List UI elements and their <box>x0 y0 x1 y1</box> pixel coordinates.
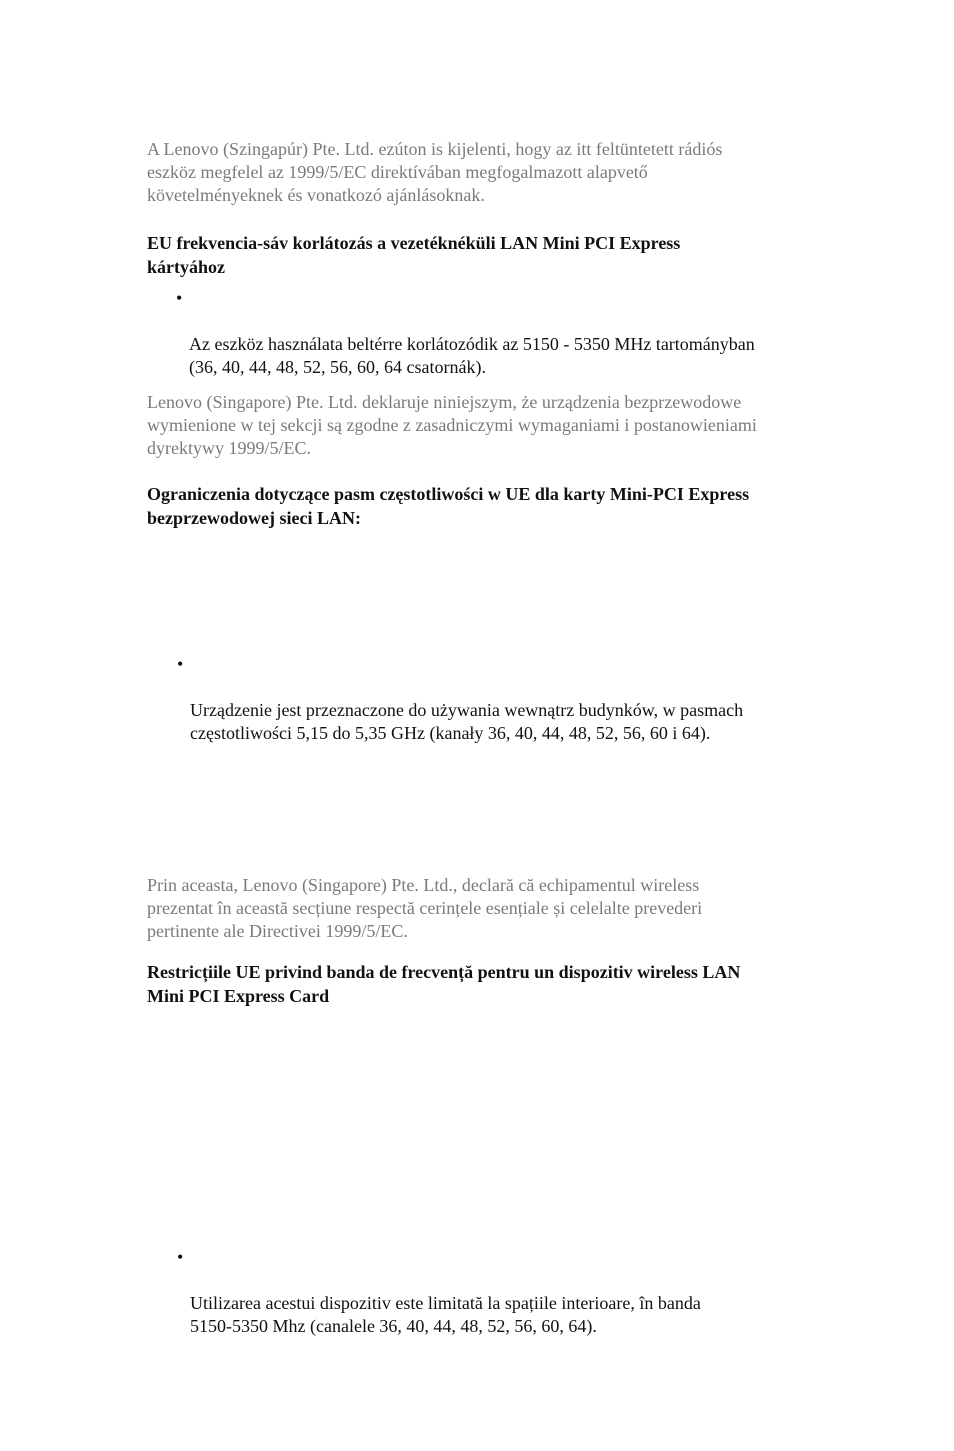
hungarian-heading: EU frekvencia-sáv korlátozás a vezetéknéküli LAN Mini PCI Express kártyához <box>147 233 681 277</box>
polish-declaration: Lenovo (Singapore) Pte. Ltd. deklaruje niniejszym, że urządzenia bezprzewodowe wymienione w tej sekcji są zgodne z zasadniczymi wymaganiami i postanowieniami dyrektywy 1999/5/EC. <box>147 392 757 458</box>
hungarian-bullet-item <box>176 287 866 402</box>
romanian-heading-block <box>147 960 867 1008</box>
polish-heading-block <box>147 482 867 530</box>
hungarian-section <box>147 138 867 207</box>
bullet-icon: • <box>176 288 183 308</box>
romanian-section <box>147 874 867 943</box>
bullet-icon: • <box>177 1247 184 1267</box>
romanian-bullet-text: Utilizarea acestui dispozitiv este limitată la spațiile interioare, în banda 5150-5350 Mhz (canalele 36, 40, 44, 48, 52, 56, 60, 64). <box>190 1293 701 1336</box>
hungarian-declaration: A Lenovo (Szingapúr) Pte. Ltd. ezúton is kijelenti, hogy az itt feltüntetett rádiós eszköz megfelel az 1999/5/EC direktívában megfogalmazott alapvető követelményeknek és vonatkozó ajánlásoknak. <box>147 139 723 205</box>
hungarian-heading-block <box>147 231 867 279</box>
polish-section <box>147 391 867 460</box>
bullet-icon: • <box>177 654 184 674</box>
hungarian-bullet-text: Az eszköz használata beltérre korlátozódik az 5150 - 5350 MHz tartományban (36, 40, 44, 48, 52, 56, 60, 64 csatornák). <box>189 334 755 377</box>
romanian-bullet-item <box>177 1246 867 1361</box>
polish-bullet-item <box>177 653 867 768</box>
romanian-heading: Restricțiile UE privind banda de frecvență pentru un dispozitiv wireless LAN Mini PCI Express Card <box>147 962 741 1006</box>
romanian-declaration: Prin aceasta, Lenovo (Singapore) Pte. Ltd., declară că echipamentul wireless prezentat în această secțiune respectă cerințele esențiale și celelalte prevederi pertinente ale Directivei 1999/5/EC. <box>147 875 703 941</box>
polish-heading: Ograniczenia dotyczące pasm częstotliwości w UE dla karty Mini-PCI Express bezprzewodowej sieci LAN: <box>147 484 750 528</box>
polish-bullet-text: Urządzenie jest przeznaczone do używania wewnątrz budynków, w pasmach częstotliwości 5,15 do 5,35 GHz (kanały 36, 40, 44, 48, 52, 56, 60 i 64). <box>190 700 744 743</box>
